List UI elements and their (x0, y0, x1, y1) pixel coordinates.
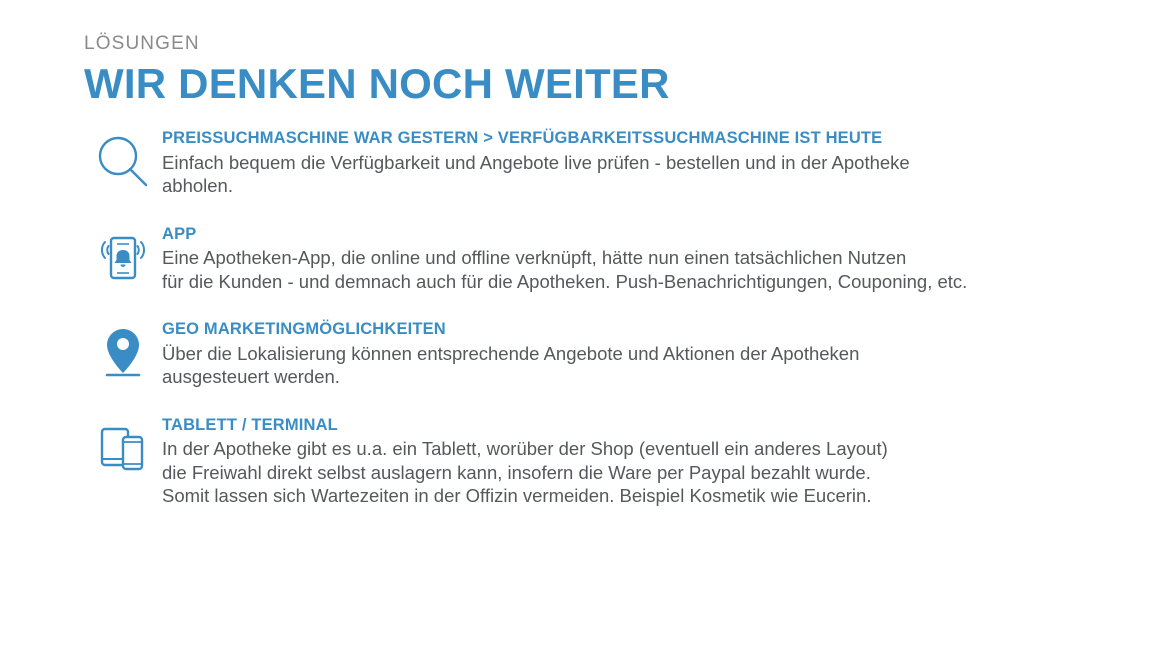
list-item (84, 319, 1084, 389)
list-item (84, 128, 1084, 198)
item-body-line: Über die Lokalisierung können entsprechende Angebote und Aktionen der Apotheken (162, 342, 860, 364)
icon-container (84, 224, 162, 286)
item-body-line: Eine Apotheken-App, die online und offline verknüpft, hätte nun einen tatsächlichen Nutzen (162, 247, 907, 269)
icon-container (84, 319, 162, 381)
item-body (162, 246, 967, 293)
item-body-line: Somit lassen sich Wartezeiten in der Offizin vermeiden. Beispiel Kosmetik wie Eucerin. (162, 485, 872, 507)
map-pin-icon (94, 323, 152, 381)
icon-container (84, 128, 162, 192)
slide-header (84, 34, 670, 107)
icon-container (84, 415, 162, 479)
eyebrow-label: LÖSUNGEN (84, 33, 200, 54)
item-body-line: für die Kunden - und demnach auch für die Apotheken. Push-Benachrichtigungen, Couponing, etc. (162, 270, 968, 292)
item-body (162, 437, 888, 507)
item-body (162, 342, 859, 389)
item-body-line: In der Apotheke gibt es u.a. ein Tablett, worüber der Shop (eventuell ein anderes Layout) (162, 438, 888, 460)
item-title: TABLETT / TERMINAL (162, 415, 338, 434)
smartphone-notification-icon (94, 228, 152, 286)
list-item (84, 415, 1084, 508)
page-title: WIR DENKEN NOCH WEITER (84, 59, 670, 107)
item-text (162, 224, 967, 294)
item-body-line: die Freiwahl direkt selbst auslagern kann, insofern die Ware per Paypal bezahlt wurde. (162, 461, 871, 483)
item-text (162, 415, 888, 508)
item-title: PREISSUCHMASCHINE WAR GESTERN > VERFÜGBARKEITSSUCHMASCHINE IST HEUTE (162, 129, 883, 147)
solutions-list (84, 128, 1084, 520)
item-title: APP (162, 224, 197, 243)
item-body-line: ausgesteuert werden. (162, 366, 340, 388)
item-text (162, 128, 910, 198)
item-body-line: abholen. (162, 175, 233, 197)
item-text (162, 319, 859, 389)
item-body (162, 151, 910, 198)
magnifier-icon (94, 134, 152, 192)
list-item (84, 224, 1084, 294)
item-body-line: Einfach bequem die Verfügbarkeit und Angebote live prüfen - bestellen und in der Apotheke (162, 151, 910, 173)
item-title: GEO MARKETINGMÖGLICHKEITEN (162, 320, 446, 339)
tablet-phone-icon (94, 421, 152, 479)
